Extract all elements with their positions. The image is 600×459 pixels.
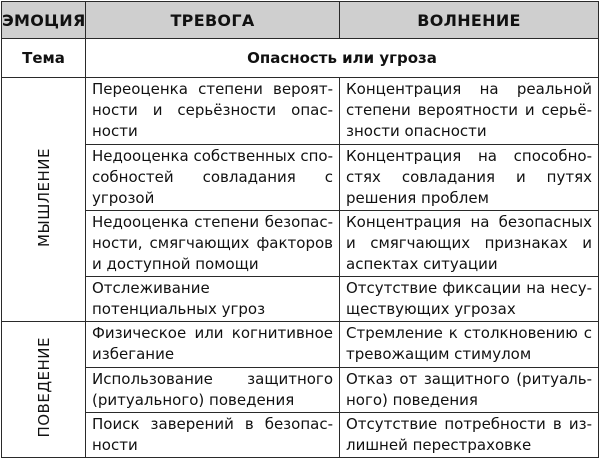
table-row [2, 78, 599, 144]
table-row [2, 322, 599, 367]
category-behavior-label: ПОВЕДЕНИЕ [34, 337, 53, 438]
topic-label: Тема [2, 39, 86, 78]
anxiety-cell: Недооценка собственных способностей совладания с угрозой [86, 144, 340, 210]
anxiety-cell: Использование защитного (ритуального) поведения [86, 367, 340, 412]
category-behavior [2, 322, 86, 458]
header-emotion: ЭМОЦИЯ [2, 2, 86, 39]
table-row [2, 210, 599, 276]
anxiety-cell: Недооценка степени безопасности, смягчающих факторов и доступной помощи [86, 210, 340, 276]
excitement-cell: Концентрация на безопасных и смягчающих признаках и аспектах ситуации [340, 210, 599, 276]
anxiety-cell: Физическое или когнитивное избегание [86, 322, 340, 367]
excitement-cell: Отсутствие потребности в излишней перестраховке [340, 412, 599, 457]
header-excitement: ВОЛНЕНИЕ [340, 2, 599, 39]
category-thinking-label: МЫШЛЕНИЕ [34, 148, 53, 248]
table-row [2, 367, 599, 412]
anxiety-cell: Отслеживание потенциальных угроз [86, 277, 340, 322]
topic-value: Опасность или угроза [86, 39, 599, 78]
table-row [2, 277, 599, 322]
anxiety-cell: Переоценка степени вероятности и серьёзности опасности [86, 78, 340, 144]
excitement-cell: Отказ от защитного (ритуального) поведения [340, 367, 599, 412]
excitement-cell: Отсутствие фиксации на несуществующих угрозах [340, 277, 599, 322]
category-thinking [2, 78, 86, 322]
excitement-cell: Концентрация на способностях совладания и путях решения проблем [340, 144, 599, 210]
header-row [2, 2, 599, 39]
excitement-cell: Стремление к столкновению с тревожащим стимулом [340, 322, 599, 367]
anxiety-cell: Поиск заверений в безопасности [86, 412, 340, 457]
table-row [2, 144, 599, 210]
header-anxiety: ТРЕВОГА [86, 2, 340, 39]
excitement-cell: Концентрация на реальной степени вероятности и серьёзности опасности [340, 78, 599, 144]
emotion-comparison-table [1, 1, 599, 458]
table-row [2, 412, 599, 457]
topic-row [2, 39, 599, 78]
